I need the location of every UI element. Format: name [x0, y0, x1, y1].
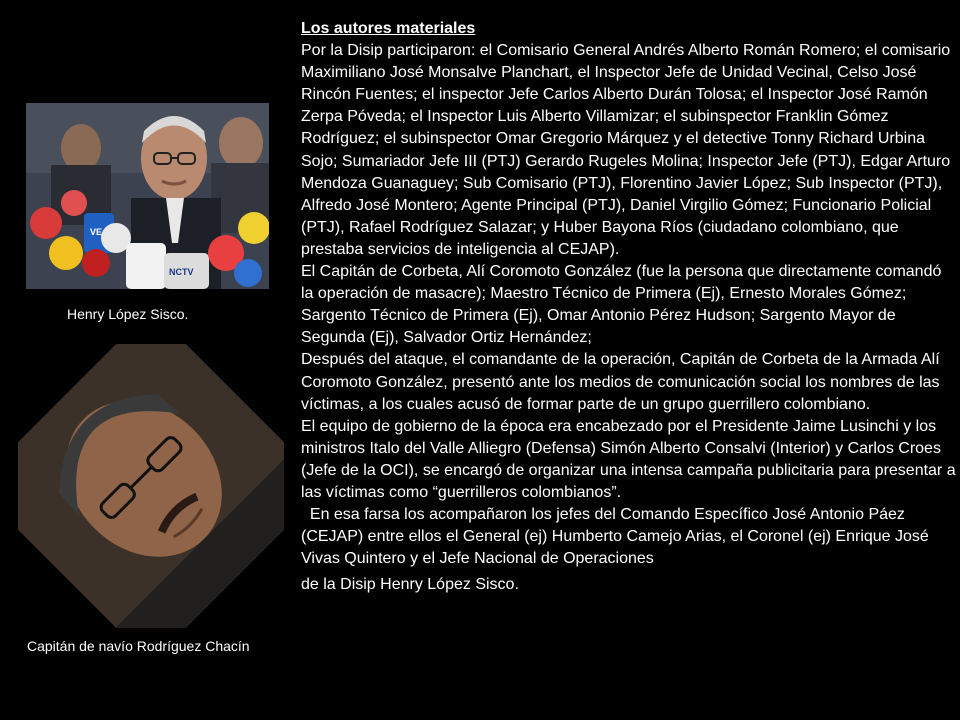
portrait-photo — [18, 344, 284, 628]
portrait-illustration — [18, 344, 284, 628]
press-conference-illustration — [26, 103, 269, 289]
paragraph-disip-participants: Por la Disip participaron: el Comisario General Andrés Alberto Román Romero; el comisario Maximiliano José Monsalve Planchart, el Inspector Jefe de Unidad Vecinal, Celso José Rincón Fuentes; el inspector Jefe Carlos Alberto Durán Tolosa; el Inspector José Ramón Zerpa Póveda; el Inspector Luis Alberto Villamizar; el subinspector Franklin Gómez Rodríguez; el subinspector Omar Gregorio Márquez y el detective Tonny Richard Urbina Sojo; Sumariador Jefe III (PTJ) Gerardo Rugeles Molina; Inspector Jefe (PTJ), Edgar Arturo Mendoza Guanaguey; Sub Comisario (PTJ), Florentino Javier López; Sub Inspector (PTJ), Alfredo José Montero; Agente Principal (PTJ), Daniel Virgilio Gómez; Funcionario Policial (PTJ), Rafael Rodríguez Salazar; y Huber Bayona Ríos (ciudadano colombiano, que prestaba servicios de inteligencia al CEJAP). — [301, 42, 951, 258]
paragraph-after-attack: Después del ataque, el comandante de la operación, Capitán de Corbeta de la Armada Alí Coromoto González, presentó ante los medios de comunicación social los nombres de las víctimas, a los cuales acusó de formar parte de un grupo guerrillero colombiano. — [301, 351, 940, 413]
top-photo-caption: Henry López Sisco. — [67, 306, 189, 322]
paragraph-final-line: de la Disip Henry López Sisco. — [301, 576, 519, 594]
paragraph-army-participants: El Capitán de Corbeta, Alí Coromoto González (fue la persona que directamente comandó la operación de masacre); Maestro Técnico de Primera (Ej), Ernesto Morales Gómez; Sargento Técnico de Primera (Ej), Omar Antonio Pérez Hudson; Sargento Mayor de Segunda (Ej), Salvador Ortiz Hernández; — [301, 263, 942, 347]
press-conference-photo — [26, 103, 269, 289]
paragraph-government-team: El equipo de gobierno de la época era encabezado por el Presidente Jaime Lusinchi y los ministros Italo del Valle Alliegro (Defensa) Simón Alberto Consalvi (Interior) y Carlos Croes (Jefe de la OCI), se encargó de organizar una intensa campaña publicitaria para presentar a las víctimas como “guerrilleros colombianos”. — [301, 417, 960, 501]
mic-label-ve: VE — [90, 227, 103, 237]
paragraph-farce: En esa farsa los acompañaron los jefes del Comando Específico José Antonio Páez (CEJAP) entre ellos el General (ej) Humberto Camejo Arias, el Coronel (ej) Enrique José Vivas Quintero y el Jefe Nacional de Operaciones — [301, 506, 934, 568]
mic-label-nctv: NCTV — [169, 267, 194, 277]
article-text — [301, 18, 960, 596]
bottom-photo-caption: Capitán de navío Rodríguez Chacín — [27, 638, 250, 654]
section-title: Los autores materiales — [301, 20, 476, 37]
